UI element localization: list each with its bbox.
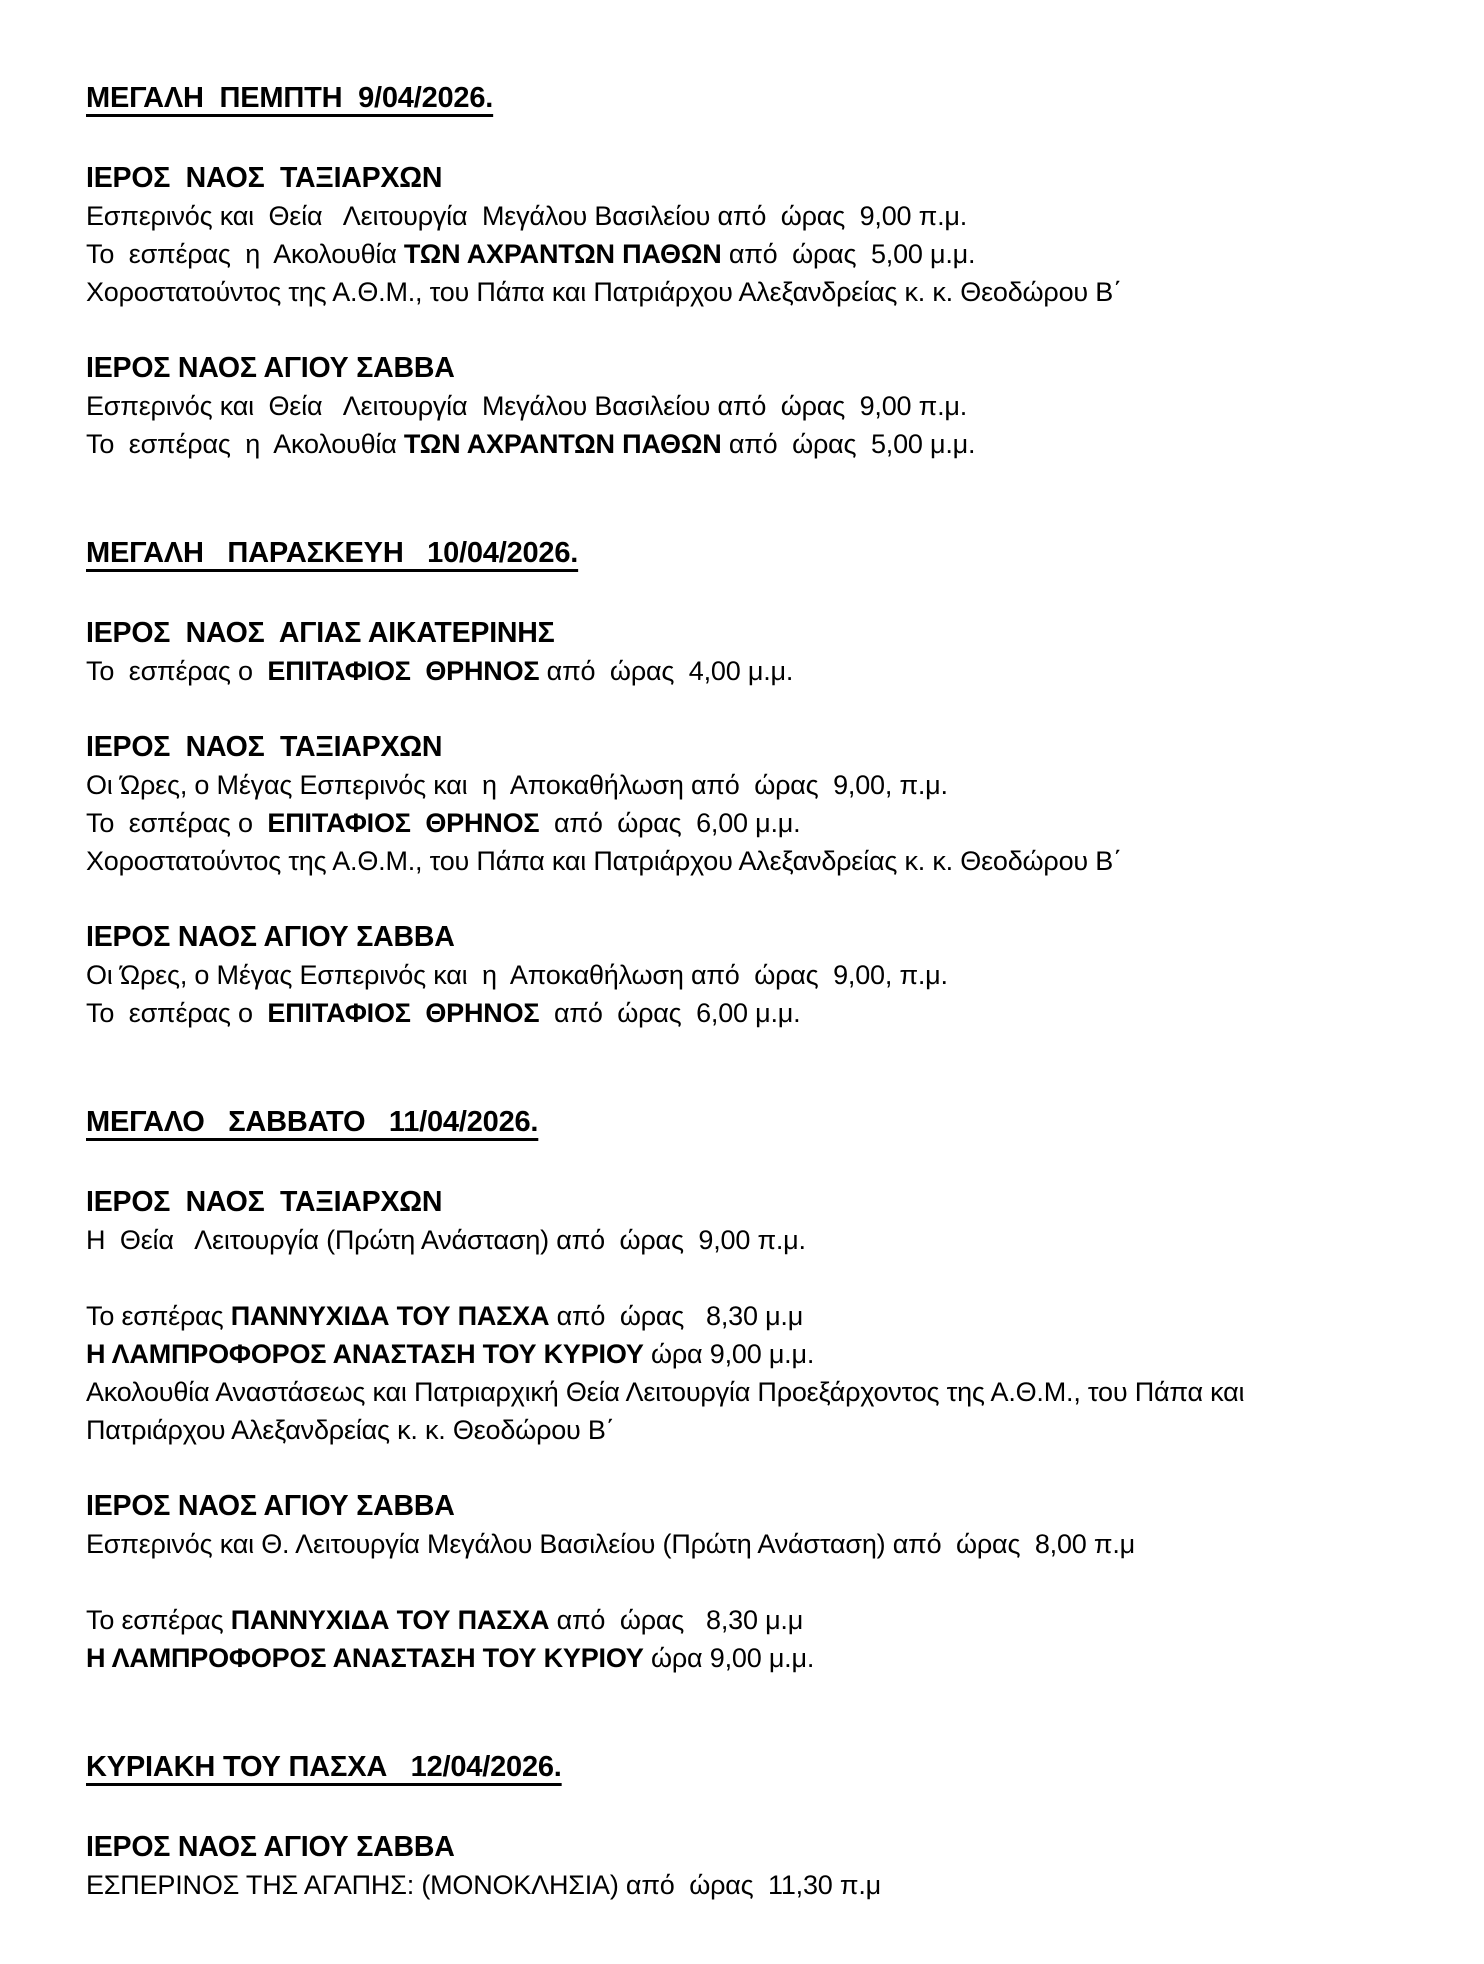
line-text: Το εσπέρας η Ακολουθία <box>86 239 404 269</box>
church-block <box>86 728 1398 880</box>
line-text: ΕΣΠΕΡΙΝΟΣ ΤΗΣ ΑΓΑΠΗΣ: (ΜΟΝΟΚΛΗΣΙΑ) από ώρας 11,30 π.μ <box>86 1870 882 1900</box>
service-name-emphasis: ΠΑΝΝΥΧΙΔΑ ΤΟΥ ΠΑΣΧΑ <box>230 1605 550 1635</box>
church-name: ΙΕΡΟΣ ΝΑΟΣ ΤΑΞΙΑΡΧΩΝ <box>86 162 443 194</box>
church-block <box>86 1487 1398 1677</box>
line-text: ώρα 9,00 μ.μ. <box>643 1339 815 1369</box>
church-block <box>86 1183 1398 1449</box>
service-name-emphasis: ΕΠΙΤΑΦΙΟΣ ΘΡΗΝΟΣ <box>267 656 540 686</box>
day-heading-text: ΚΥΡΙΑΚΗ ΤΟΥ ΠΑΣΧΑ 12/04/2026. <box>86 1751 562 1783</box>
line-text: Το εσπέρας <box>86 1301 231 1331</box>
line-text: Το εσπέρας ο <box>86 998 268 1028</box>
line-text: Το εσπέρας ο <box>86 808 268 838</box>
service-line <box>86 235 1338 273</box>
line-text: από ώρας 8,30 μ.μ <box>549 1605 804 1635</box>
day-heading <box>86 537 1398 570</box>
church-name: ΙΕΡΟΣ ΝΑΟΣ ΤΑΞΙΑΡΧΩΝ <box>86 731 443 763</box>
line-text: Χοροστατούντος της Α.Θ.Μ., του Πάπα και Πατριάρχου Αλεξανδρείας κ. κ. Θεοδώρου Β΄ <box>86 277 1122 307</box>
line-text: Ακολουθία Αναστάσεως και Πατριαρχική Θεία Λειτουργία Προεξάρχοντος της Α.Θ.Μ., του Πάπα και Πατριάρχου Αλεξανδρείας κ. κ. Θεοδώρου Β΄ <box>86 1377 1252 1445</box>
line-text: Εσπερινός και Θεία Λειτουργία Μεγάλου Βασιλείου από ώρας 9,00 π.μ. <box>86 201 968 231</box>
line-text: από ώρας 5,00 μ.μ. <box>721 429 976 459</box>
line-text: Εσπερινός και Θ. Λειτουργία Μεγάλου Βασιλείου (Πρώτη Ανάσταση) από ώρας 8,00 π.μ <box>86 1529 1135 1559</box>
church-block <box>86 918 1398 1032</box>
service-line <box>86 1335 1338 1373</box>
line-text: από ώρας 4,00 μ.μ. <box>539 656 794 686</box>
service-line <box>86 1373 1338 1449</box>
church-name: ΙΕΡΟΣ ΝΑΟΣ ΑΓΙΟΥ ΣΑΒΒΑ <box>86 1490 455 1522</box>
service-line <box>86 425 1338 463</box>
church-block <box>86 349 1398 463</box>
line-text: Το εσπέρας ο <box>86 656 268 686</box>
service-line <box>86 804 1338 842</box>
day-section-good-friday <box>86 537 1398 1032</box>
service-line <box>86 1297 1338 1335</box>
service-line <box>86 273 1338 311</box>
service-name-emphasis: ΤΩΝ ΑΧΡΑΝΤΩΝ ΠΑΘΩΝ <box>403 239 722 269</box>
service-line <box>86 197 1338 235</box>
service-line <box>86 1525 1338 1563</box>
service-name-emphasis: Η ΛΑΜΠΡΟΦΟΡΟΣ ΑΝΑΣΤΑΣΗ ΤΟΥ ΚΥΡΙΟΥ <box>86 1643 644 1673</box>
service-name-emphasis: Η ΛΑΜΠΡΟΦΟΡΟΣ ΑΝΑΣΤΑΣΗ ΤΟΥ ΚΥΡΙΟΥ <box>86 1339 644 1369</box>
church-block <box>86 614 1398 690</box>
line-text: Οι Ώρες, ο Μέγας Εσπερινός και η Αποκαθήλωση από ώρας 9,00, π.μ. <box>86 960 948 990</box>
line-text: από ώρας 5,00 μ.μ. <box>721 239 976 269</box>
service-line <box>86 994 1338 1032</box>
day-heading-text: ΜΕΓΑΛΗ ΠΑΡΑΣΚΕΥΗ 10/04/2026. <box>86 537 579 569</box>
service-line <box>86 387 1338 425</box>
service-line <box>86 1866 1338 1904</box>
line-text: Το εσπέρας η Ακολουθία <box>86 429 404 459</box>
church-name: ΙΕΡΟΣ ΝΑΟΣ ΤΑΞΙΑΡΧΩΝ <box>86 1186 443 1218</box>
service-line <box>86 766 1338 804</box>
line-text: Το εσπέρας <box>86 1605 231 1635</box>
line-text: Η Θεία Λειτουργία (Πρώτη Ανάσταση) από ώρας 9,00 π.μ. <box>86 1225 806 1255</box>
service-line <box>86 842 1338 880</box>
line-text: από ώρας 6,00 μ.μ. <box>539 998 801 1028</box>
line-text: από ώρας 6,00 μ.μ. <box>539 808 801 838</box>
service-line <box>86 1221 1338 1259</box>
day-heading-text: ΜΕΓΑΛΗ ΠΕΜΠΤΗ 9/04/2026. <box>86 82 494 114</box>
line-text: από ώρας 8,30 μ.μ <box>549 1301 804 1331</box>
church-name: ΙΕΡΟΣ ΝΑΟΣ ΑΓΙΟΥ ΣΑΒΒΑ <box>86 921 455 953</box>
line-text: ώρα 9,00 μ.μ. <box>643 1643 815 1673</box>
day-heading <box>86 1106 1398 1139</box>
day-heading-text: ΜΕΓΑΛΟ ΣΑΒΒΑΤΟ 11/04/2026. <box>86 1106 539 1138</box>
service-name-emphasis: ΤΩΝ ΑΧΡΑΝΤΩΝ ΠΑΘΩΝ <box>403 429 722 459</box>
day-section-easter-sunday <box>86 1751 1398 1904</box>
service-line <box>86 956 1338 994</box>
line-text: Χοροστατούντος της Α.Θ.Μ., του Πάπα και Πατριάρχου Αλεξανδρείας κ. κ. Θεοδώρου Β΄ <box>86 846 1122 876</box>
service-line <box>86 1601 1338 1639</box>
church-name: ΙΕΡΟΣ ΝΑΟΣ ΑΓΙΟΥ ΣΑΒΒΑ <box>86 1831 455 1863</box>
day-section-holy-saturday <box>86 1106 1398 1677</box>
church-block <box>86 1828 1398 1904</box>
service-name-emphasis: ΠΑΝΝΥΧΙΔΑ ΤΟΥ ΠΑΣΧΑ <box>230 1301 550 1331</box>
service-name-emphasis: ΕΠΙΤΑΦΙΟΣ ΘΡΗΝΟΣ <box>267 808 540 838</box>
day-heading <box>86 1751 1398 1784</box>
church-name: ΙΕΡΟΣ ΝΑΟΣ ΑΓΙΟΥ ΣΑΒΒΑ <box>86 352 455 384</box>
service-name-emphasis: ΕΠΙΤΑΦΙΟΣ ΘΡΗΝΟΣ <box>267 998 540 1028</box>
line-text: Οι Ώρες, ο Μέγας Εσπερινός και η Αποκαθήλωση από ώρας 9,00, π.μ. <box>86 770 948 800</box>
service-line <box>86 652 1338 690</box>
church-name: ΙΕΡΟΣ ΝΑΟΣ ΑΓΙΑΣ ΑΙΚΑΤΕΡΙΝΗΣ <box>86 617 555 649</box>
line-text: Εσπερινός και Θεία Λειτουργία Μεγάλου Βασιλείου από ώρας 9,00 π.μ. <box>86 391 968 421</box>
church-block <box>86 159 1398 311</box>
service-line <box>86 1639 1338 1677</box>
day-section-holy-thursday <box>86 82 1398 463</box>
day-heading <box>86 82 1398 115</box>
